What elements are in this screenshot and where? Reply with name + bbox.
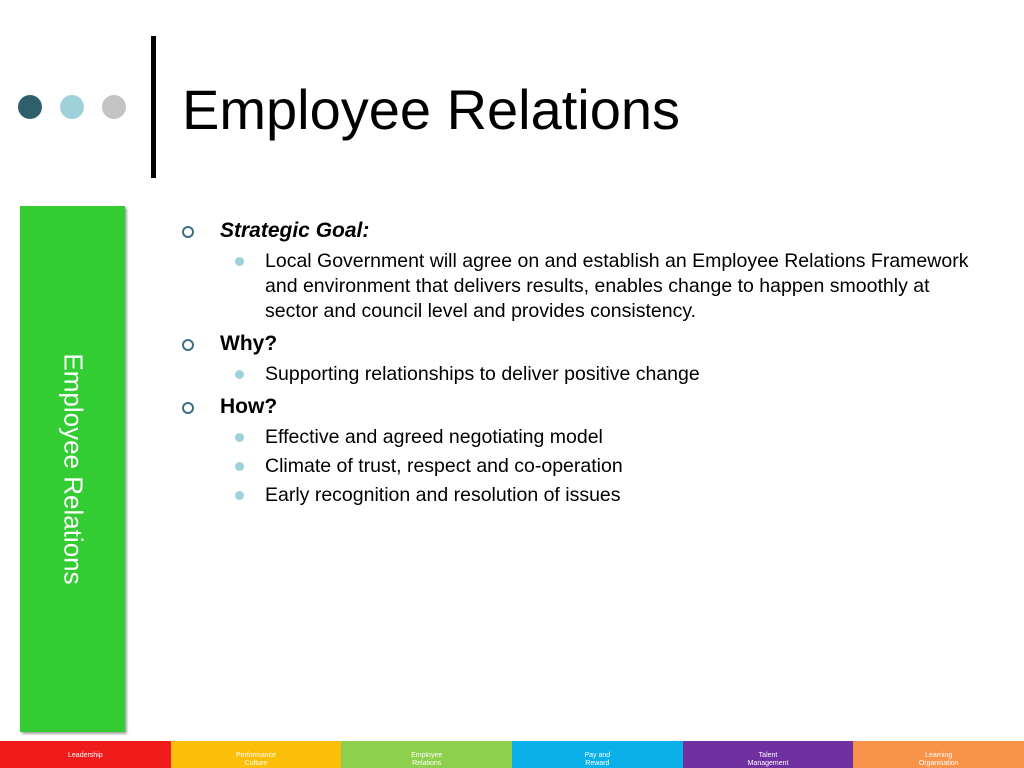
item-text: Supporting relationships to deliver positive change (265, 363, 700, 385)
hollow-bullet-icon (182, 402, 194, 414)
sidebar-label: Employee Relations (58, 353, 88, 585)
list-item (180, 425, 970, 450)
bullet-icon (235, 462, 244, 471)
bullet-icon (235, 370, 244, 379)
item-text: Climate of trust, respect and co-operation (265, 455, 623, 477)
page-title: Employee Relations (182, 78, 681, 141)
item-text: Early recognition and resolution of issues (265, 484, 621, 506)
list-item (180, 249, 970, 324)
footer-segment-talent-management: Talent Management (683, 741, 854, 768)
footer-segment-learning-organisation: Learning Organisation (853, 741, 1024, 768)
list-item (180, 454, 970, 479)
heading-text: How? (220, 395, 278, 418)
heading-text: Why? (220, 332, 278, 355)
footer-segment-pay-and-reward: Pay and Reward (512, 741, 683, 768)
hollow-bullet-icon (182, 339, 194, 351)
bullet-icon (235, 257, 244, 266)
decorative-dots (18, 95, 126, 119)
dot-icon (18, 95, 42, 119)
item-text: Local Government will agree on and establish an Employee Relations Framework and environment that delivers results, enables change to happen smoothly at sector and council level and provides consistency. (265, 250, 969, 322)
hollow-bullet-icon (182, 226, 194, 238)
section-heading-why (180, 328, 970, 360)
footer-segment-employee-relations: Employee Relations (341, 741, 512, 768)
bullet-icon (235, 491, 244, 500)
dot-icon (102, 95, 126, 119)
sidebar-panel (20, 206, 125, 732)
footer-segment-leadership: Leadership (0, 741, 171, 768)
title-divider (151, 36, 156, 178)
section-heading-how (180, 391, 970, 423)
footer-segment-performance-culture: Performance Culture (171, 741, 342, 768)
heading-text: Strategic Goal: (220, 219, 370, 242)
section-heading-strategic-goal (180, 215, 970, 247)
bullet-icon (235, 433, 244, 442)
list-item (180, 483, 970, 508)
dot-icon (60, 95, 84, 119)
list-item (180, 362, 970, 387)
content-list (180, 215, 970, 512)
footer-bar (0, 741, 1024, 768)
item-text: Effective and agreed negotiating model (265, 426, 603, 448)
